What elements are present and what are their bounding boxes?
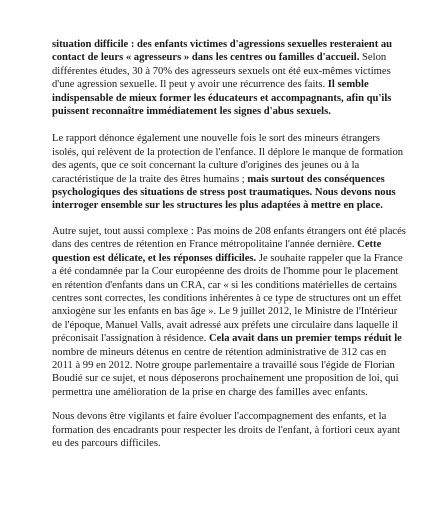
text-segment: mais surtout des conséquences psychologiques des situations de stress post traumatiques. Nous devons nous interroger ensemble sur les structures les plus adaptées à mettre en place.: [52, 173, 396, 212]
text-segment: nombre de mineurs détenus en centre de rétention administrative de 312 cas en 2011 à 99 en 2012. Notre groupe parlementaire a travaillé sous l'égide de Florian Boudié sur ce sujet, et nous déposerons prochainement une proposition de loi, qui permettra une amélioration de la prise en charge des familles avec enfants.: [52, 346, 399, 398]
text-segment: Autre sujet, tout aussi complexe : Pas moins de 208 enfants étrangers ont été placés dans des centres de rétention en France métropolitaine l'année dernière.: [52, 225, 406, 251]
text-segment: Il semble indispensable de mieux former les éducateurs et accompagnants, afin qu'ils puissent reconnaître immédiatement les signes d'abus sexuels.: [52, 79, 392, 118]
paragraph-4: [52, 410, 408, 450]
text-segment: Cela avait dans un premier temps réduit le: [208, 333, 402, 345]
text-segment: Le rapport dénonce également une nouvelle fois le sort des mineurs étrangers isolés, qui relèvent de la protection de l'enfance. Il déplore le manque de formation des agents, que ce soit concernant la culture d'origines des jeunes ou à la caractéristique de la traite des êtres humains ;: [52, 133, 404, 185]
text-segment: Je souhaite rappeler que la France a été condamnée par la Cour européenne des droits de l'homme pour le placement en rétention d'enfants dans un CRA, car « si les conditions matérielles de certains centres sont correctes, les conditions inhérentes à ce type de structures ont un effet anxiogène sur les enfants en bas âge ». Le 9 juillet 2012, le Ministre de l'Intérieur de l'époque, Manuel Valls, avait adressé aux préfets une circulaire dans laquelle il préconisait l'assignation à résidence.: [52, 252, 403, 345]
text-segment: Selon différentes études, 30 à 70% des agresseurs sexuels ont été eux-mêmes victimes d'une agression sexuelle. Il peut y avoir une récurrence des faits.: [52, 52, 391, 91]
paragraph-1: [52, 38, 408, 118]
text-segment: Cette question est délicate, et les réponses difficiles.: [52, 239, 382, 264]
paragraph-2: [52, 132, 408, 212]
text-segment: Nous devons être vigilants et faire évoluer l'accompagnement des enfants, et la formation des encadrants pour respecter les droits de l'enfant, à fortiori ceux ayant eu des parcours difficiles.: [52, 411, 401, 449]
text-segment: situation difficile : des enfants victimes d'agressions sexuelles resteraient au contact de leurs « agresseurs » dans les centres ou familles d'accueil.: [52, 39, 393, 64]
paragraph-3: [52, 225, 408, 399]
